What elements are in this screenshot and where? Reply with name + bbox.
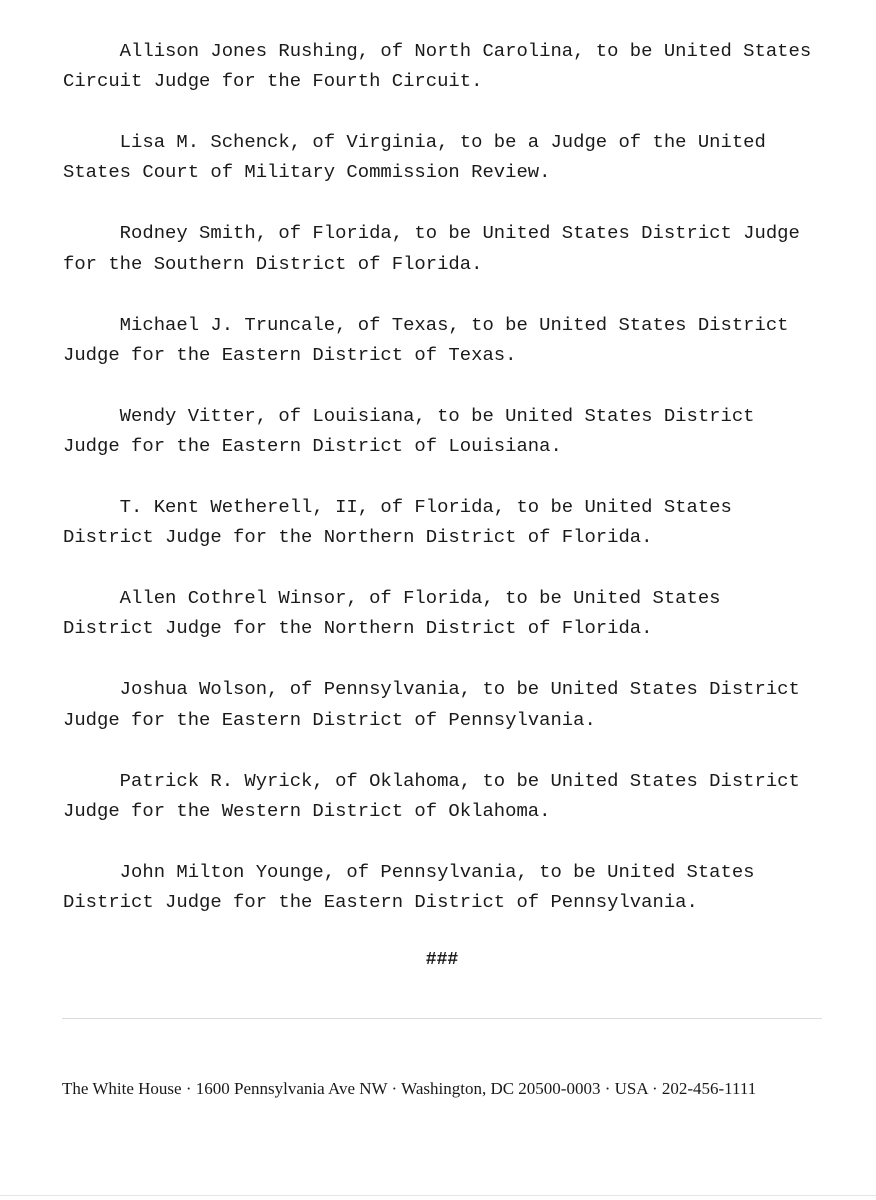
nomination-item (63, 218, 843, 279)
nomination-line: for the Southern District of Florida. (63, 252, 483, 275)
nomination-item (63, 766, 843, 827)
footer-divider (62, 1018, 822, 1019)
nomination-item (63, 127, 843, 188)
nomination-line: Patrick R. Wyrick, of Oklahoma, to be United States District (63, 769, 800, 792)
nomination-line: District Judge for the Eastern District of Pennsylvania. (63, 890, 698, 913)
page-bottom-rule (0, 1195, 876, 1196)
nomination-item (63, 492, 843, 553)
nomination-line: Judge for the Western District of Oklahoma. (63, 799, 551, 822)
nomination-item (63, 36, 843, 97)
nomination-line: Rodney Smith, of Florida, to be United States District Judge (63, 222, 800, 245)
nomination-line: States Court of Military Commission Review. (63, 161, 551, 184)
nomination-line: Judge for the Eastern District of Texas. (63, 343, 517, 366)
nomination-line: John Milton Younge, of Pennsylvania, to be United States (63, 860, 755, 883)
nomination-line: Michael J. Truncale, of Texas, to be United States District (63, 313, 789, 336)
footer-address: The White House · 1600 Pennsylvania Ave NW · Washington, DC 20500-0003 · USA · 202-456-1111 (62, 1079, 757, 1098)
nomination-line: Joshua Wolson, of Pennsylvania, to be United States District (63, 678, 800, 701)
nomination-item (63, 310, 843, 371)
nomination-line: Wendy Vitter, of Louisiana, to be United States District (63, 404, 755, 427)
nomination-line: Allison Jones Rushing, of North Carolina, to be United States (63, 40, 812, 62)
nomination-line: Circuit Judge for the Fourth Circuit. (63, 70, 483, 93)
nomination-line: Judge for the Eastern District of Pennsylvania. (63, 708, 596, 731)
end-of-release-mark: ### (425, 950, 459, 970)
nomination-line: Lisa M. Schenck, of Virginia, to be a Judge of the United (63, 131, 766, 154)
nomination-item (63, 857, 843, 918)
nomination-line: District Judge for the Northern District of Florida. (63, 526, 653, 549)
nomination-line: District Judge for the Northern District of Florida. (63, 617, 653, 640)
nomination-line: Allen Cothrel Winsor, of Florida, to be United States (63, 587, 721, 610)
nominations-list (63, 36, 843, 948)
nomination-item (63, 583, 843, 644)
nomination-line: Judge for the Eastern District of Louisiana. (63, 435, 562, 458)
nomination-item (63, 401, 843, 462)
nomination-line: T. Kent Wetherell, II, of Florida, to be United States (63, 495, 732, 518)
nomination-item (63, 674, 843, 735)
